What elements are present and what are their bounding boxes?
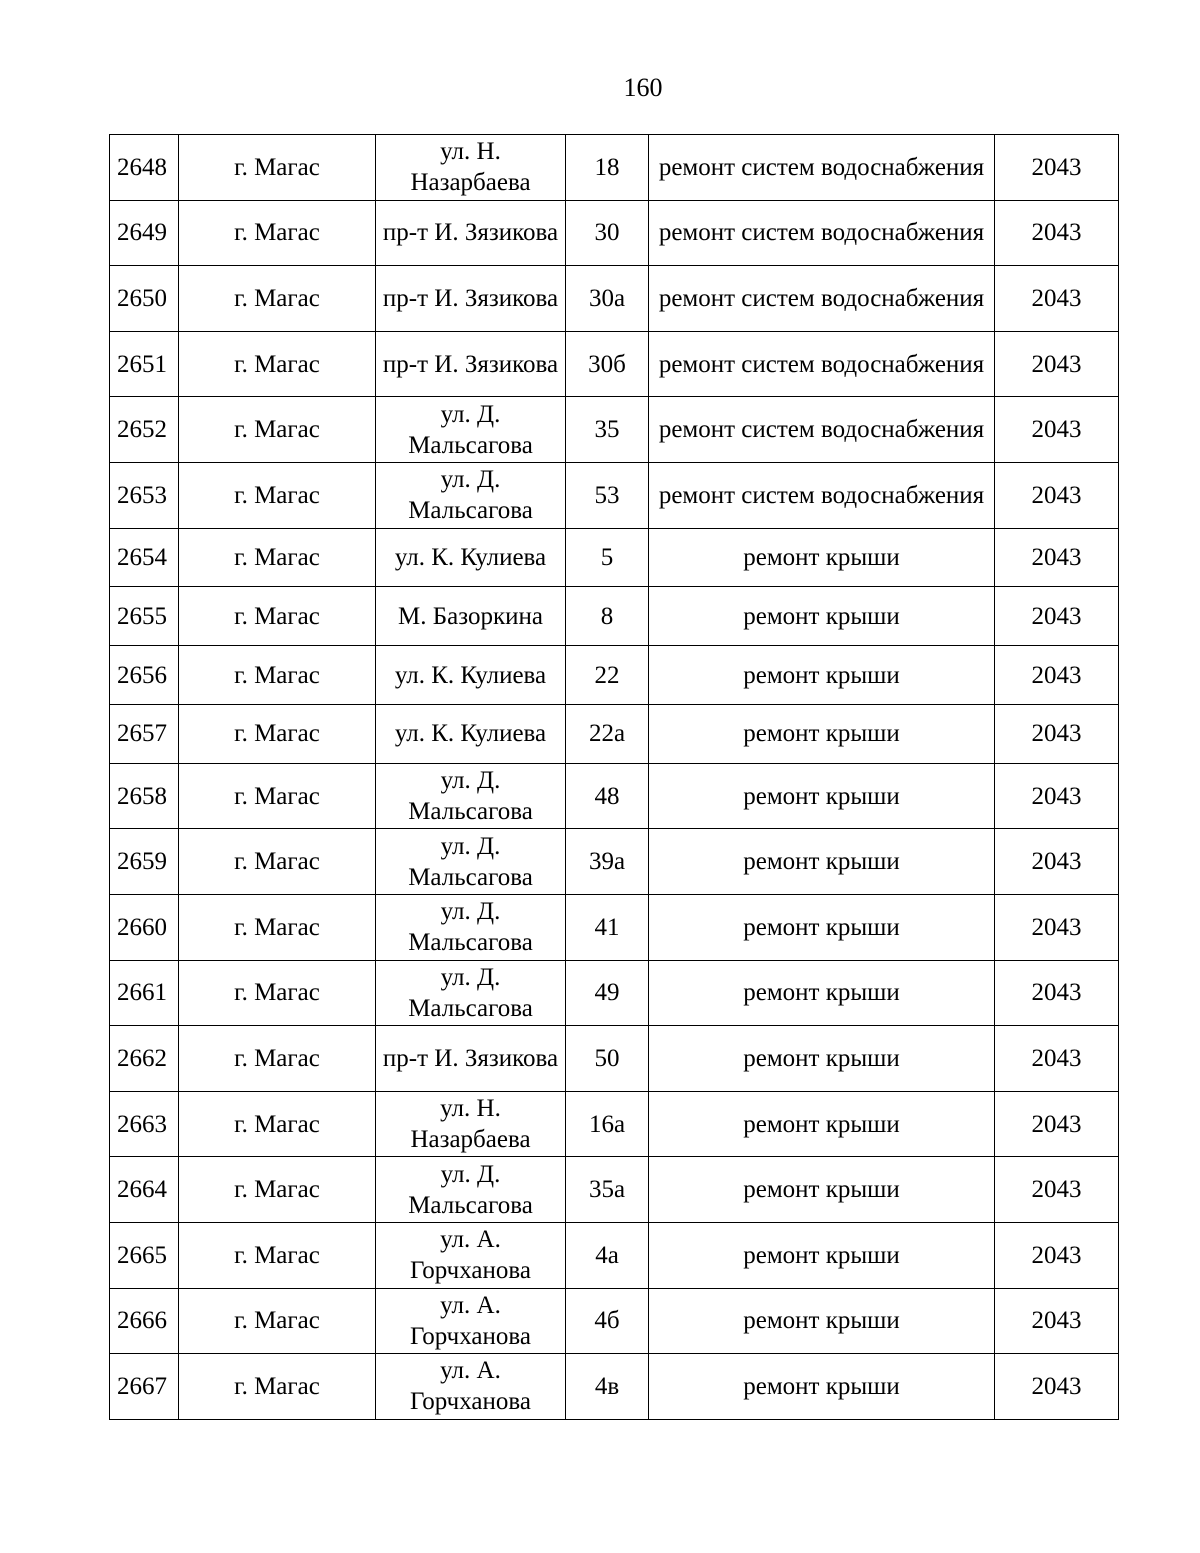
city-cell: г. Магас bbox=[179, 1288, 376, 1354]
row-number: 2658 bbox=[110, 763, 179, 829]
row-number: 2656 bbox=[110, 646, 179, 705]
work-type-cell: ремонт крыши bbox=[649, 704, 995, 763]
table-row bbox=[110, 528, 1119, 587]
house-cell: 35 bbox=[566, 397, 649, 463]
table-row bbox=[110, 646, 1119, 705]
table-row bbox=[110, 763, 1119, 829]
table-row bbox=[110, 829, 1119, 895]
street-cell: ул. Д. Мальсагова bbox=[376, 763, 566, 829]
row-number: 2655 bbox=[110, 587, 179, 646]
house-cell: 16а bbox=[566, 1091, 649, 1157]
work-type-cell: ремонт крыши bbox=[649, 829, 995, 895]
work-type-cell: ремонт крыши bbox=[649, 894, 995, 960]
table-row bbox=[110, 462, 1119, 528]
city-cell: г. Магас bbox=[179, 1222, 376, 1288]
house-cell: 22а bbox=[566, 704, 649, 763]
table-row bbox=[110, 1157, 1119, 1223]
city-cell: г. Магас bbox=[179, 1354, 376, 1420]
city-cell: г. Магас bbox=[179, 528, 376, 587]
row-number: 2664 bbox=[110, 1157, 179, 1223]
house-cell: 5 bbox=[566, 528, 649, 587]
city-cell: г. Магас bbox=[179, 960, 376, 1026]
row-number: 2657 bbox=[110, 704, 179, 763]
house-cell: 35а bbox=[566, 1157, 649, 1223]
work-type-cell: ремонт систем водоснабжения bbox=[649, 331, 995, 397]
year-cell: 2043 bbox=[995, 763, 1119, 829]
street-cell: пр-т И. Зязикова bbox=[376, 1026, 566, 1092]
city-cell: г. Магас bbox=[179, 200, 376, 266]
row-number: 2650 bbox=[110, 266, 179, 332]
table-row bbox=[110, 587, 1119, 646]
row-number: 2667 bbox=[110, 1354, 179, 1420]
year-cell: 2043 bbox=[995, 200, 1119, 266]
year-cell: 2043 bbox=[995, 646, 1119, 705]
work-type-cell: ремонт систем водоснабжения bbox=[649, 135, 995, 201]
year-cell: 2043 bbox=[995, 331, 1119, 397]
house-cell: 4б bbox=[566, 1288, 649, 1354]
work-type-cell: ремонт крыши bbox=[649, 763, 995, 829]
row-number: 2649 bbox=[110, 200, 179, 266]
work-type-cell: ремонт крыши bbox=[649, 587, 995, 646]
city-cell: г. Магас bbox=[179, 397, 376, 463]
year-cell: 2043 bbox=[995, 135, 1119, 201]
work-type-cell: ремонт крыши bbox=[649, 1288, 995, 1354]
house-cell: 18 bbox=[566, 135, 649, 201]
year-cell: 2043 bbox=[995, 587, 1119, 646]
city-cell: г. Магас bbox=[179, 266, 376, 332]
year-cell: 2043 bbox=[995, 266, 1119, 332]
house-cell: 48 bbox=[566, 763, 649, 829]
city-cell: г. Магас bbox=[179, 894, 376, 960]
street-cell: ул. К. Кулиева bbox=[376, 528, 566, 587]
street-cell: ул. Д. Мальсагова bbox=[376, 829, 566, 895]
table-row bbox=[110, 1288, 1119, 1354]
city-cell: г. Магас bbox=[179, 135, 376, 201]
table-row bbox=[110, 1091, 1119, 1157]
city-cell: г. Магас bbox=[179, 763, 376, 829]
street-cell: ул. Д. Мальсагова bbox=[376, 1157, 566, 1223]
house-cell: 53 bbox=[566, 462, 649, 528]
house-cell: 4в bbox=[566, 1354, 649, 1420]
row-number: 2653 bbox=[110, 462, 179, 528]
street-cell: ул. Д. Мальсагова bbox=[376, 462, 566, 528]
year-cell: 2043 bbox=[995, 704, 1119, 763]
year-cell: 2043 bbox=[995, 528, 1119, 587]
street-cell: пр-т И. Зязикова bbox=[376, 331, 566, 397]
work-type-cell: ремонт систем водоснабжения bbox=[649, 462, 995, 528]
work-type-cell: ремонт крыши bbox=[649, 1222, 995, 1288]
year-cell: 2043 bbox=[995, 1091, 1119, 1157]
table-row bbox=[110, 1222, 1119, 1288]
house-cell: 49 bbox=[566, 960, 649, 1026]
street-cell: М. Базоркина bbox=[376, 587, 566, 646]
house-cell: 30 bbox=[566, 200, 649, 266]
work-type-cell: ремонт крыши bbox=[649, 1157, 995, 1223]
street-cell: ул. Н. Назарбаева bbox=[376, 1091, 566, 1157]
row-number: 2651 bbox=[110, 331, 179, 397]
table-row bbox=[110, 1026, 1119, 1092]
city-cell: г. Магас bbox=[179, 1026, 376, 1092]
page-number: 160 bbox=[623, 73, 663, 102]
table-row bbox=[110, 894, 1119, 960]
house-cell: 30а bbox=[566, 266, 649, 332]
work-type-cell: ремонт крыши bbox=[649, 960, 995, 1026]
table-row bbox=[110, 200, 1119, 266]
house-cell: 41 bbox=[566, 894, 649, 960]
repair-schedule-table bbox=[109, 134, 1119, 1420]
street-cell: ул. Д. Мальсагова bbox=[376, 894, 566, 960]
row-number: 2652 bbox=[110, 397, 179, 463]
house-cell: 30б bbox=[566, 331, 649, 397]
table-row bbox=[110, 704, 1119, 763]
street-cell: пр-т И. Зязикова bbox=[376, 200, 566, 266]
city-cell: г. Магас bbox=[179, 1157, 376, 1223]
street-cell: ул. Н. Назарбаева bbox=[376, 135, 566, 201]
street-cell: ул. Д. Мальсагова bbox=[376, 397, 566, 463]
row-number: 2663 bbox=[110, 1091, 179, 1157]
work-type-cell: ремонт крыши bbox=[649, 1026, 995, 1092]
work-type-cell: ремонт крыши bbox=[649, 1354, 995, 1420]
year-cell: 2043 bbox=[995, 397, 1119, 463]
year-cell: 2043 bbox=[995, 462, 1119, 528]
street-cell: ул. К. Кулиева bbox=[376, 704, 566, 763]
street-cell: ул. А. Горчханова bbox=[376, 1288, 566, 1354]
year-cell: 2043 bbox=[995, 960, 1119, 1026]
house-cell: 8 bbox=[566, 587, 649, 646]
table-row bbox=[110, 266, 1119, 332]
house-cell: 50 bbox=[566, 1026, 649, 1092]
year-cell: 2043 bbox=[995, 1157, 1119, 1223]
house-cell: 22 bbox=[566, 646, 649, 705]
street-cell: пр-т И. Зязикова bbox=[376, 266, 566, 332]
city-cell: г. Магас bbox=[179, 462, 376, 528]
row-number: 2661 bbox=[110, 960, 179, 1026]
table-row bbox=[110, 397, 1119, 463]
city-cell: г. Магас bbox=[179, 704, 376, 763]
row-number: 2648 bbox=[110, 135, 179, 201]
year-cell: 2043 bbox=[995, 1354, 1119, 1420]
house-cell: 39а bbox=[566, 829, 649, 895]
year-cell: 2043 bbox=[995, 829, 1119, 895]
street-cell: ул. А. Горчханова bbox=[376, 1222, 566, 1288]
street-cell: ул. А. Горчханова bbox=[376, 1354, 566, 1420]
city-cell: г. Магас bbox=[179, 829, 376, 895]
table-row bbox=[110, 1354, 1119, 1420]
table-row bbox=[110, 960, 1119, 1026]
city-cell: г. Магас bbox=[179, 331, 376, 397]
row-number: 2660 bbox=[110, 894, 179, 960]
row-number: 2659 bbox=[110, 829, 179, 895]
year-cell: 2043 bbox=[995, 1288, 1119, 1354]
year-cell: 2043 bbox=[995, 894, 1119, 960]
year-cell: 2043 bbox=[995, 1222, 1119, 1288]
work-type-cell: ремонт систем водоснабжения bbox=[649, 397, 995, 463]
work-type-cell: ремонт крыши bbox=[649, 1091, 995, 1157]
city-cell: г. Магас bbox=[179, 587, 376, 646]
city-cell: г. Магас bbox=[179, 1091, 376, 1157]
work-type-cell: ремонт крыши bbox=[649, 646, 995, 705]
row-number: 2666 bbox=[110, 1288, 179, 1354]
street-cell: ул. К. Кулиева bbox=[376, 646, 566, 705]
table-row bbox=[110, 331, 1119, 397]
work-type-cell: ремонт систем водоснабжения bbox=[649, 266, 995, 332]
row-number: 2665 bbox=[110, 1222, 179, 1288]
year-cell: 2043 bbox=[995, 1026, 1119, 1092]
city-cell: г. Магас bbox=[179, 646, 376, 705]
row-number: 2662 bbox=[110, 1026, 179, 1092]
work-type-cell: ремонт систем водоснабжения bbox=[649, 200, 995, 266]
work-type-cell: ремонт крыши bbox=[649, 528, 995, 587]
house-cell: 4а bbox=[566, 1222, 649, 1288]
street-cell: ул. Д. Мальсагова bbox=[376, 960, 566, 1026]
table-row bbox=[110, 135, 1119, 201]
row-number: 2654 bbox=[110, 528, 179, 587]
